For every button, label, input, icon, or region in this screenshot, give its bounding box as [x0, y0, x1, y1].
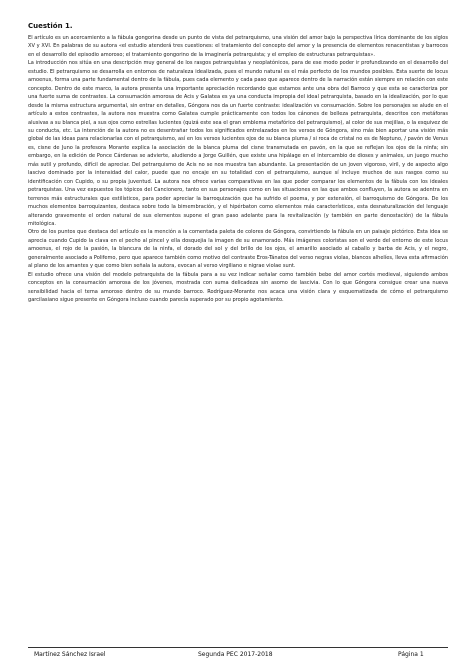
footer-course: Segunda PEC 2017-2018 — [198, 651, 273, 658]
document-body — [28, 34, 448, 632]
footer-author: Martínez Sánchez Israel — [34, 651, 106, 658]
paragraph: El estudio ofrece una visión del modelo petrarquista de la fábula para a su vez indicar señalar como también bebe del amor cortés medieval, siguiendo ambos conceptos en la consumación amorosa de los jóvenes, mostrada con suma delicadeza sin asomo de lascivia. Con lo que Góngora consigue crear una nueva sensibilidad hacia el tema amoroso dentro de su mundo barroco. Rodríguez-Morante nos acaca una visión clara y esquematizada de cómo el petrarquismo garcilasiano sigue presente en Góngora incluso cuando parecía superado por su propio agotamiento. — [28, 271, 448, 304]
footer-divider — [28, 647, 448, 648]
footer-page-number: Página 1 — [398, 651, 424, 658]
paragraph: El artículo es un acercamiento a la fábula gongorina desde un punto de vista del petrarquismo, una visión del amor bajo la perspectiva lírica dominante de los siglos XV y XVI. En palabras de su autora «el estudio atenderá tres cuestiones: el tratamiento del concepto del amor y la presencia de elementos renacentistas y barrocos en el desarrollo del episodio amoroso; el tratamiento gongorino de la imaginería petrarquista; y el empleo de estructuras petrarquistas». — [28, 35, 448, 58]
paragraph: La introducción nos sitúa en una descripción muy general de los rasgos petrarquistas y neoplatónicos, para de ese modo poder ir profundizando en el desarrollo del estudio. El petrarquismo se desarrolla en entornos de naturaleza idealizada, pues el mundo natural es el más perfecto de los mundos posibles. Esta suerte de locus amoenus, forma una parte fundamental dentro de la fábula, pues cada elemento y cada paso que aparece dentro de la narración están siempre en relación con este concepto. Dentro de este marco, la autora presenta una importante apreciación recordando que estamos ante una obra del Barroco y que esta se caracteriza por una fuerte suma de contrastes. La consumación amorosa de Acis y Galatea es ya una conducta impropia del ideal petrarquista, basado en la idealización, por lo que desde la misma estructura argumental, sin entrar en detalles, Góngora nos da un fuerte contraste: idealización vs consumación. Sobre los personajes se alude en el artículo a estos contrastes, la autora nos muestra como Galatea cumple prácticamente con todos los cánones de belleza petrarquista, descritos con metáforas alusivas a su blanca piel, a sus ojos como estrellas lucientes (quizá este sea el gran emblema metafórico del petrarquismo), al color de sus mejillas, o la esquivez de su conducta, etc. La intención de la autora no es desentrañar todos los significados entrelazados en los versos de Góngora, sino más bien aportar una visión más global de las ideas para relacionarlas con el petrarquismo, así en los versos lucientes ojos de su blanca pluma / si roca de cristal no es de Neptuno, / pavón de Venus es, cisne de Juno la profesora Morante explica la asociación de la blanca pluma del cisne transmutada en pavón, en la que se reflejan los ojos de la ninfa; sin embargo, en la edición de Ponce Cárdenas se advierte, aludiendo a Jorge Guillén, que existe una hipálage en el intercambio de dioses y animales, un juego mucho más sutil y profundo, difícil de apreciar. Del petrarquismo de Acis no se nos muestra tan abundante. La presentación de un joven vigoroso, viril, y de aspecto algo lascivo dominado por la intensidad del calor, puede que no encaje en su totalidad con el petrarquismo, aunque sí incluye muchos de sus rasgos como su identificación con Cupido, o su propia juventud. La autora nos ofrece varias comparativas en las que poder comparar los elementos de la fábula con los ideales petrarquistas. Una vez expuestos los tópicos del Cancionero, tanto en sus personajes como en las situaciones en las que ambos confluyen, la autora se adentra en terrenos más estructurales que estilísticos, para poder apreciar la barroquización que ha sufrido el poema, y por extensión, el barroquismo de Góngora. De los muchos elementos barroquizantes, destaca sobre todo la bimembración, y el hipérbaton como elementos más característicos, esta desnaturalización del lenguaje alterando gravemente el orden natural de sus elementos supone el gran paso adelante para la revitalización (y también en parte denostación) de la fábula mitológica. — [28, 60, 448, 227]
paragraph: Otro de los puntos que destaca del artículo es la mención a la comentada paleta de colores de Góngora, convirtiendo la fábula en un paisaje pictórico. Esta idea se aprecia cuando Cupido la clava en el pecho al pincel y ella dosquejia la imagen de su enamorado. Más imágenes coloristas son el verde del entorno de este locus amoenus, el rojo de la pasión, la blancura de la ninfa, el dorado del sol y del brillo de los ojos, el amarillo asociado al caballo y barba de Acis, y el negro, generalmente asociado a Polifemo, pero que aparece también como motivo del contraste Eros-Tánatos del verso negras violas, blancos alhelíes, lleva esta afirmación al plano de los amantes y que como bien señala la autora, evocan al verso virgiliano e nigrae violae sunt. — [28, 229, 448, 270]
question-heading: Cuestión 1. — [28, 22, 73, 30]
